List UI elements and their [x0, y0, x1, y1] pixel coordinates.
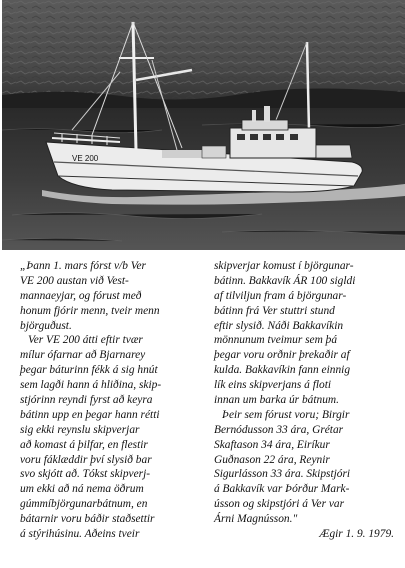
article-line: lík eins skipverjans á floti: [214, 379, 332, 392]
article-line: þegar báturinn fékk á sig hnút: [20, 364, 158, 377]
article-line: skipverjar komust í björgunar-: [214, 260, 354, 272]
boat-photo-image: [2, 0, 405, 250]
article-line: VE 200 austan við Vest-: [20, 274, 129, 287]
article-line: sem lagði hann á hliðina, skip-: [20, 379, 162, 392]
article-line: á stýrihúsinu. Aðeins tveir: [20, 528, 140, 541]
article-line: mannaeyjar, og fórust með: [20, 289, 142, 302]
source-signature: Ægir 1. 9. 1979.: [319, 528, 394, 541]
article-line: Ver VE 200 átti eftir tvær: [28, 334, 143, 347]
article-line: að komast á þilfar, en flestir: [20, 438, 148, 451]
article-line: bátinn. Bakkavík ÁR 100 sigldi: [214, 274, 356, 287]
article-line: svo skjótt að. Tókst skipverj-: [20, 468, 151, 481]
article-line: ússon og skipstjóri á Ver var: [214, 498, 345, 511]
article-line: Árni Magnússon.": [214, 513, 298, 526]
article-column-left: [20, 259, 204, 542]
article-line: eftir slysið. Náði Bakkavíkin: [214, 319, 344, 332]
article-line: Sigurlásson 33 ára. Skipstjóri: [214, 468, 351, 481]
article-line: sig ekki reynslu skipverjar: [20, 423, 140, 436]
article-line: Guðnason 22 ára, Reynir: [214, 453, 330, 466]
article-line: kulda. Bakkavíkin fann einnig: [214, 364, 351, 377]
article-line: honum fjórir menn, tveir menn: [20, 304, 160, 317]
article-text: [14, 259, 394, 549]
article-column-right: [214, 259, 398, 542]
article-line: af tilviljun fram á björgunar-: [214, 289, 347, 302]
article-line: björguðust.: [20, 319, 72, 332]
article-line: innan um barka úr bátnum.: [214, 394, 339, 407]
article-line: gúmmíbjörgunarbátnum, en: [20, 498, 148, 511]
article-line: Bernódusson 33 ára, Grétar: [214, 423, 344, 436]
article-line: Þeir sem fórust voru; Birgir: [222, 408, 350, 421]
article-line: bátarnir voru báðir staðsettir: [20, 513, 155, 526]
article-line: bátinn frá Ver stuttri stund: [214, 304, 335, 317]
article-line: bátinn upp en þegar hann rétti: [20, 408, 160, 421]
article-line: stjórinn reyndi fyrst að keyra: [20, 394, 153, 407]
article-line: voru fáklæddir því slysið bar: [20, 453, 152, 466]
boat-photo: [2, 0, 405, 250]
article-line: um ekki að ná nema öðrum: [20, 483, 144, 496]
article-line: á Bakkavík var Þórður Mark-: [214, 483, 350, 496]
article-line: þegar voru orðnir þrekaðir af: [214, 349, 350, 362]
article-line: mílur ófarnar að Bjarnarey: [20, 349, 146, 362]
article-line: Skaftason 34 ára, Eiríkur: [214, 438, 330, 451]
article-line: mönnunum tveimur sem þá: [214, 334, 338, 347]
hull-label: VE 200: [72, 154, 99, 163]
article-line: „Þann 1. mars fórst v/b Ver: [20, 260, 146, 272]
